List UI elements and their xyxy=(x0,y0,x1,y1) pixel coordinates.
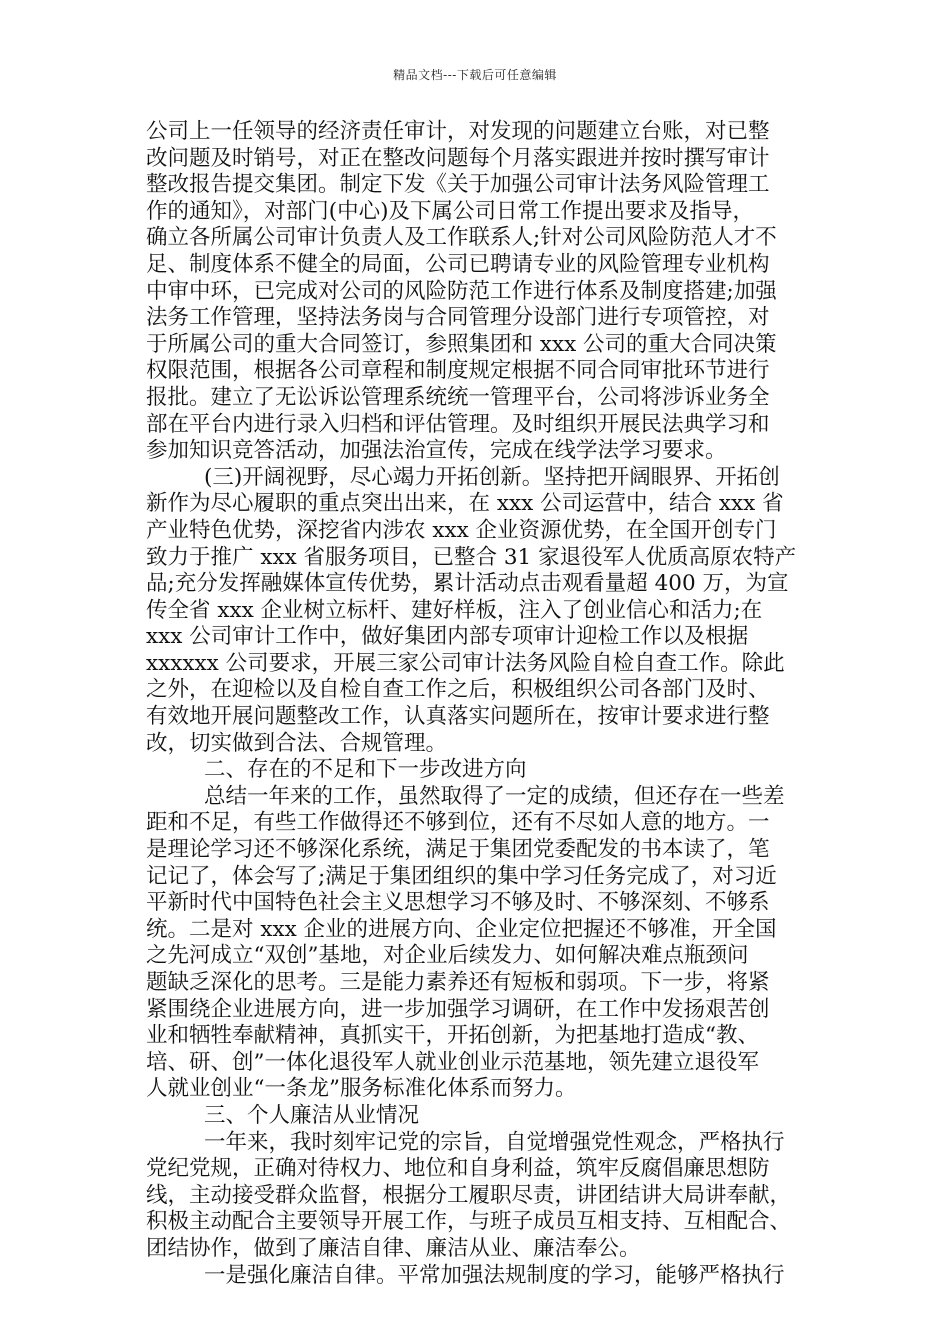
text-line: 统。二是对 xxx 企业的进展方向、企业定位把握还不够准，开全国 xyxy=(146,916,777,942)
text-line: 培、研、创”一体化退役军人就业创业示范基地，领先建立退役军 xyxy=(146,1049,759,1075)
text-line: 有效地开展问题整改工作，认真落实问题所在，按审计要求进行整 xyxy=(146,704,770,730)
text-line: 改，切实做到合法、合规管理。 xyxy=(146,730,448,756)
text-line: 人就业创业“一条龙”服务标准化体系而努力。 xyxy=(146,1076,577,1102)
text-line: 团结协作，做到了廉洁自律、廉洁从业、廉洁奉公。 xyxy=(146,1235,641,1261)
text-line: 一是强化廉洁自律。平常加强法规制度的学习，能够严格执行 xyxy=(204,1262,785,1288)
text-line: 于所属公司的重大合同签订，参照集团和 xxx 公司的重大合同决策 xyxy=(146,331,777,357)
text-line: 三、个人廉洁从业情况 xyxy=(204,1102,420,1128)
text-line: xxxxxx 公司要求，开展三家公司审计法务风险自检自查工作。除此 xyxy=(146,650,785,676)
text-line: 紧围绕企业进展方向，进一步加强学习调研，在工作中发扬艰苦创 xyxy=(146,996,770,1022)
text-line: 距和不足，有些工作做得还不够到位，还有不尽如人意的地方。一 xyxy=(146,810,770,836)
text-line: 之先河成立“双创”基地，对企业后续发力、如何解决难点瓶颈问 xyxy=(146,943,749,969)
text-line: 积极主动配合主要领导开展工作，与班子成员互相支持、互相配合、 xyxy=(146,1209,792,1235)
text-line: 确立各所属公司审计负责人及工作联系人;针对公司风险防范人才不 xyxy=(146,225,777,251)
text-line: 一年来，我时刻牢记党的宗旨，自觉增强党性观念，严格执行 xyxy=(204,1129,785,1155)
text-line: 是理论学习还不够深化系统，满足于集团党委配发的书本读了，笔 xyxy=(146,837,770,863)
text-line: 中审中环，已完成对公司的风险防范工作进行体系及制度搭建;加强 xyxy=(146,278,777,304)
text-line: 改问题及时销号，对正在整改问题每个月落实跟进并按时撰写审计 xyxy=(146,145,770,171)
text-line: 公司上一任领导的经济责任审计，对发现的问题建立台账，对已整 xyxy=(146,119,770,144)
text-line: 题缺乏深化的思考。三是能力素养还有短板和弱项。下一步，将紧 xyxy=(146,970,770,995)
text-line: 二、存在的不足和下一步改进方向 xyxy=(204,757,527,783)
text-line: 线，主动接受群众监督，根据分工履职尽责，讲团结讲大局讲奉献， xyxy=(146,1182,792,1208)
text-line: 品;充分发挥融媒体宣传优势，累计活动点击观看量超 400 万，为宣 xyxy=(146,571,789,597)
text-line: 致力于推广 xxx 省服务项目，已整合 31 家退役军人优质高原农特产 xyxy=(146,544,797,570)
text-line: xxx 公司审计工作中，做好集团内部专项审计迎检工作以及根据 xyxy=(146,624,749,650)
text-line: 足、制度体系不健全的局面，公司已聘请专业的风险管理专业机构 xyxy=(146,251,770,277)
text-line: 权限范围，根据各公司章程和制度规定根据不同合同审批环节进行 xyxy=(146,358,770,384)
text-line: 产业特色优势，深挖省内涉农 xxx 企业资源优势，在全国开创专门 xyxy=(146,517,777,543)
text-line: 参加知识竞答活动，加强法治宣传，完成在线学法学习要求。 xyxy=(146,438,727,464)
text-line: 记记了，体会写了;满足于集团组织的集中学习任务完成了，对习近 xyxy=(146,863,777,889)
text-line: 总结一年来的工作，虽然取得了一定的成绩，但还存在一些差 xyxy=(204,783,785,809)
text-line: 报批。建立了无讼诉讼管理系统统一管理平台，公司将涉诉业务全 xyxy=(146,384,770,410)
text-line: (三)开阔视野，尽心竭力开拓创新。坚持把开阔眼界、开拓创 xyxy=(204,464,780,490)
text-line: 整改报告提交集团。制定下发《关于加强公司审计法务风险管理工 xyxy=(146,172,770,198)
page-header: 精品文档---下载后可任意编辑 xyxy=(393,68,557,82)
text-line: 法务工作管理，坚持法务岗与合同管理分设部门进行专项管控，对 xyxy=(146,305,770,331)
text-line: 作的通知》，对部门(中心)及下属公司日常工作提出要求及指导， xyxy=(146,198,755,224)
text-line: 之外，在迎检以及自检自查工作之后，积极组织公司各部门及时、 xyxy=(146,677,770,703)
text-line: 业和牺牲奉献精神，真抓实干，开拓创新，为把基地打造成“教、 xyxy=(146,1023,759,1049)
document-body xyxy=(146,119,811,1289)
text-line: 传全省 xxx 企业树立标杆、建好样板，注入了创业信心和活力;在 xyxy=(146,597,763,623)
text-line: 党纪党规，正确对待权力、地位和自身利益，筑牢反腐倡廉思想防 xyxy=(146,1156,770,1182)
text-line: 平新时代中国特色社会主义思想学习不够及时、不够深刻、不够系 xyxy=(146,890,770,916)
text-line: 新作为尽心履职的重点突出出来，在 xxx 公司运营中，结合 xxx 省 xyxy=(146,491,784,517)
text-line: 部在平台内进行录入归档和评估管理。及时组织开展民法典学习和 xyxy=(146,411,770,437)
